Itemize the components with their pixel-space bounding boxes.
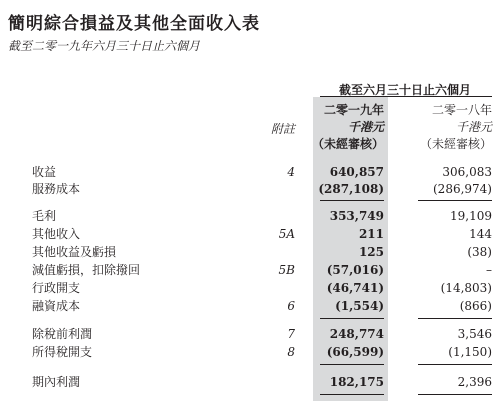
row-note: 5A xyxy=(278,227,295,241)
value-2019: 353,749 xyxy=(329,209,384,223)
statement-subtitle: 截至二零一九年六月三十日止六個月 xyxy=(8,39,201,53)
table-row xyxy=(0,181,499,197)
value-2018: – xyxy=(486,263,492,277)
row-note: 6 xyxy=(287,299,295,313)
row-note: 4 xyxy=(287,165,295,179)
notes-column-header: 附註 xyxy=(270,122,295,136)
value-2019: 248,774 xyxy=(329,327,384,341)
value-2018: (866) xyxy=(459,299,492,313)
subtotal-rule xyxy=(320,200,384,201)
table-row xyxy=(0,280,499,296)
row-label: 收益 xyxy=(32,165,57,179)
row-label: 融資成本 xyxy=(32,299,81,313)
row-label: 除稅前利潤 xyxy=(32,327,93,341)
value-2018: 2,396 xyxy=(457,375,492,389)
subtotal-rule xyxy=(418,318,492,319)
row-label: 行政開支 xyxy=(32,281,81,295)
row-note: 7 xyxy=(287,327,295,341)
total-rule xyxy=(418,394,492,395)
value-2018: 3,546 xyxy=(457,327,492,341)
col-2018-currency: 千港元 xyxy=(455,120,492,134)
col-2019-audit: （未經審核） xyxy=(311,137,384,151)
value-2018: 19,109 xyxy=(450,209,492,223)
value-2019: 640,857 xyxy=(329,165,384,179)
row-label: 所得稅開支 xyxy=(32,345,93,359)
value-2018: (1,150) xyxy=(448,345,492,359)
table-row xyxy=(0,374,499,390)
value-2019: 125 xyxy=(358,245,384,259)
table-row xyxy=(0,262,499,278)
value-2019: (66,599) xyxy=(326,345,384,359)
value-2019: (287,108) xyxy=(318,182,384,196)
row-label: 毛利 xyxy=(32,209,57,223)
col-2018-audit: （未經審核） xyxy=(419,137,492,151)
value-2018: (286,974) xyxy=(433,182,492,196)
table-row xyxy=(0,164,499,180)
row-label: 服務成本 xyxy=(32,182,81,196)
row-label: 期內利潤 xyxy=(32,375,81,389)
value-2019: (46,741) xyxy=(326,281,384,295)
period-header-rule xyxy=(320,96,492,97)
value-2018: 306,083 xyxy=(442,165,492,179)
table-row xyxy=(0,226,499,242)
row-note: 5B xyxy=(278,263,295,277)
row-label: 其他收入 xyxy=(32,227,81,241)
statement-title: 簡明綜合損益及其他全面收入表 xyxy=(8,14,260,34)
value-2018: (14,803) xyxy=(440,281,492,295)
subtotal-rule xyxy=(418,364,492,365)
col-2019-currency: 千港元 xyxy=(347,120,384,134)
table-row xyxy=(0,344,499,360)
table-row xyxy=(0,326,499,342)
total-rule xyxy=(320,394,384,395)
value-2018: (38) xyxy=(467,245,492,259)
value-2019: 182,175 xyxy=(329,375,384,389)
value-2019: 211 xyxy=(358,227,384,241)
period-header: 截至六月三十日止六個月 xyxy=(338,83,471,97)
col-2019-year: 二零一九年 xyxy=(323,103,384,117)
col-2018-year: 二零一八年 xyxy=(431,103,492,117)
table-row xyxy=(0,298,499,314)
value-2018: 144 xyxy=(469,227,492,241)
table-row xyxy=(0,244,499,260)
row-note: 8 xyxy=(287,345,295,359)
value-2019: (1,554) xyxy=(335,299,384,313)
row-label: 其他收益及虧損 xyxy=(32,245,117,259)
row-label: 減值虧損，扣除撥回 xyxy=(32,263,141,277)
value-2019: (57,016) xyxy=(326,263,384,277)
subtotal-rule xyxy=(418,200,492,201)
subtotal-rule xyxy=(320,364,384,365)
table-row xyxy=(0,208,499,224)
subtotal-rule xyxy=(320,318,384,319)
